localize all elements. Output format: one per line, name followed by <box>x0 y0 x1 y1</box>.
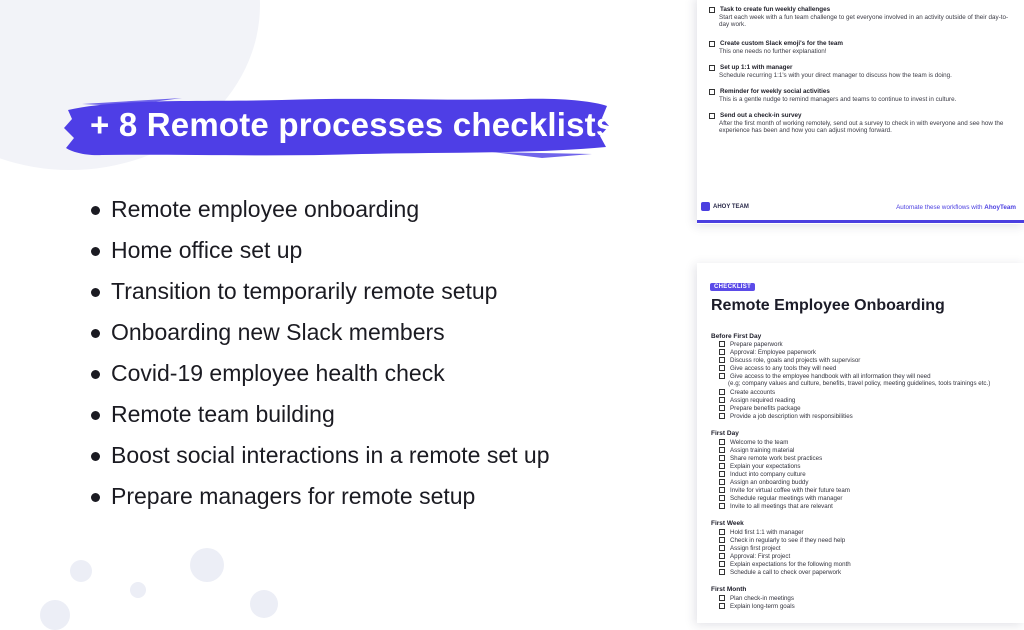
list-item: Prepare managers for remote setup <box>90 483 550 524</box>
checklist-item: Plan check-in meetings <box>719 595 794 602</box>
checklist-item: Explain expectations for the following month <box>719 561 851 568</box>
checklist-item: Give access to any tools they will need <box>719 365 836 372</box>
checklist-item: Explain long-term goals <box>719 603 795 610</box>
checklist-item: Assign required reading <box>719 397 795 404</box>
bullet-icon <box>91 493 100 502</box>
doc-title: Remote Employee Onboarding <box>711 297 945 314</box>
checklist-item: Discuss role, goals and projects with supervisor <box>719 357 860 364</box>
list-item: Remote employee onboarding <box>90 196 550 237</box>
list-item: Covid-19 employee health check <box>90 360 550 401</box>
checklist-task: Send out a check-in survey After the first month of working remotely, send out a survey to check in with everyone and see how the experience has been and how you can adjust moving forward. <box>709 112 1009 135</box>
background-dot <box>40 600 70 630</box>
checkbox-icon <box>709 7 715 13</box>
checklist-item: Provide a job description with responsibilities <box>719 413 853 420</box>
feature-list <box>90 196 550 524</box>
ahoy-logo-icon <box>701 202 710 211</box>
checkbox-icon <box>709 41 715 47</box>
checklist-task: Set up 1:1 with manager Schedule recurring 1:1's with your direct manager to discuss how the team is doing. <box>709 64 1009 79</box>
checklist-item: Explain your expectations <box>719 463 801 470</box>
checklist-item: Induct into company culture <box>719 471 806 478</box>
checklist-task: Create custom Slack emoji's for the team This one needs no further explanation! <box>709 40 1009 55</box>
checklist-item: Create accounts <box>719 389 775 396</box>
list-item: Onboarding new Slack members <box>90 319 550 360</box>
list-item: Boost social interactions in a remote set up <box>90 442 550 483</box>
background-dot <box>130 582 146 598</box>
bullet-icon <box>91 411 100 420</box>
checklist-badge: CHECKLIST <box>710 283 755 291</box>
doc-footer <box>697 196 1024 223</box>
checklist-page-preview-top <box>697 0 1024 224</box>
headline-banner <box>62 92 615 160</box>
checklist-item: Check in regularly to see if they need help <box>719 537 845 544</box>
bullet-icon <box>91 452 100 461</box>
checkbox-icon <box>709 65 715 71</box>
list-item: Remote team building <box>90 401 550 442</box>
checklist-item: Prepare paperwork <box>719 341 783 348</box>
section-heading: Before First Day <box>711 333 762 340</box>
checkbox-icon <box>709 113 715 119</box>
checklist-item: Hold first 1:1 with manager <box>719 529 804 536</box>
checklist-item: Assign training material <box>719 447 794 454</box>
checklist-task: Task to create fun weekly challenges Start each week with a fun team challenge to get everyone involved in an activity outside of their day-to-day work. <box>709 6 1009 29</box>
background-dot <box>190 548 224 582</box>
background-dot <box>70 560 92 582</box>
checklist-task: Reminder for weekly social activities This is a gentle nudge to remind managers and teams to continue to invest in culture. <box>709 88 1009 103</box>
section-heading: First Month <box>711 586 747 593</box>
checklist-item: Invite to all meetings that are relevant <box>719 503 833 510</box>
list-item: Transition to temporarily remote setup <box>90 278 550 319</box>
section-heading: First Week <box>711 520 744 527</box>
bullet-icon <box>91 370 100 379</box>
headline-title: + 8 Remote processes checklists <box>90 106 615 143</box>
bullet-icon <box>91 329 100 338</box>
checklist-item: Prepare benefits package <box>719 405 801 412</box>
checklist-item: Schedule regular meetings with manager <box>719 495 842 502</box>
background-dot <box>250 590 278 618</box>
bullet-icon <box>91 206 100 215</box>
checklist-item: Share remote work best practices <box>719 455 822 462</box>
checklist-item: Welcome to the team <box>719 439 788 446</box>
bullet-icon <box>91 247 100 256</box>
checklist-page-preview-bottom <box>697 263 1024 623</box>
checklist-item: Approval: First project <box>719 553 790 560</box>
checklist-item: Schedule a call to check over paperwork <box>719 569 841 576</box>
checklist-item: Approval: Employee paperwork <box>719 349 816 356</box>
checklist-item: Assign an onboarding buddy <box>719 479 808 486</box>
checklist-item: Give access to the employee handbook with all information they will need (e.g; company values and culture, benefits, travel policy, meeting guidelines, tools trainings etc.) <box>719 373 990 387</box>
list-item: Home office set up <box>90 237 550 278</box>
automate-cta: Automate these workflows with AhoyTeam <box>896 204 1016 211</box>
section-heading: First Day <box>711 430 739 437</box>
brand-logo: AHOY TEAM <box>701 202 749 211</box>
checklist-item: Invite for virtual coffee with their future team <box>719 487 850 494</box>
checklist-item: Assign first project <box>719 545 781 552</box>
checkbox-icon <box>709 89 715 95</box>
bullet-icon <box>91 288 100 297</box>
